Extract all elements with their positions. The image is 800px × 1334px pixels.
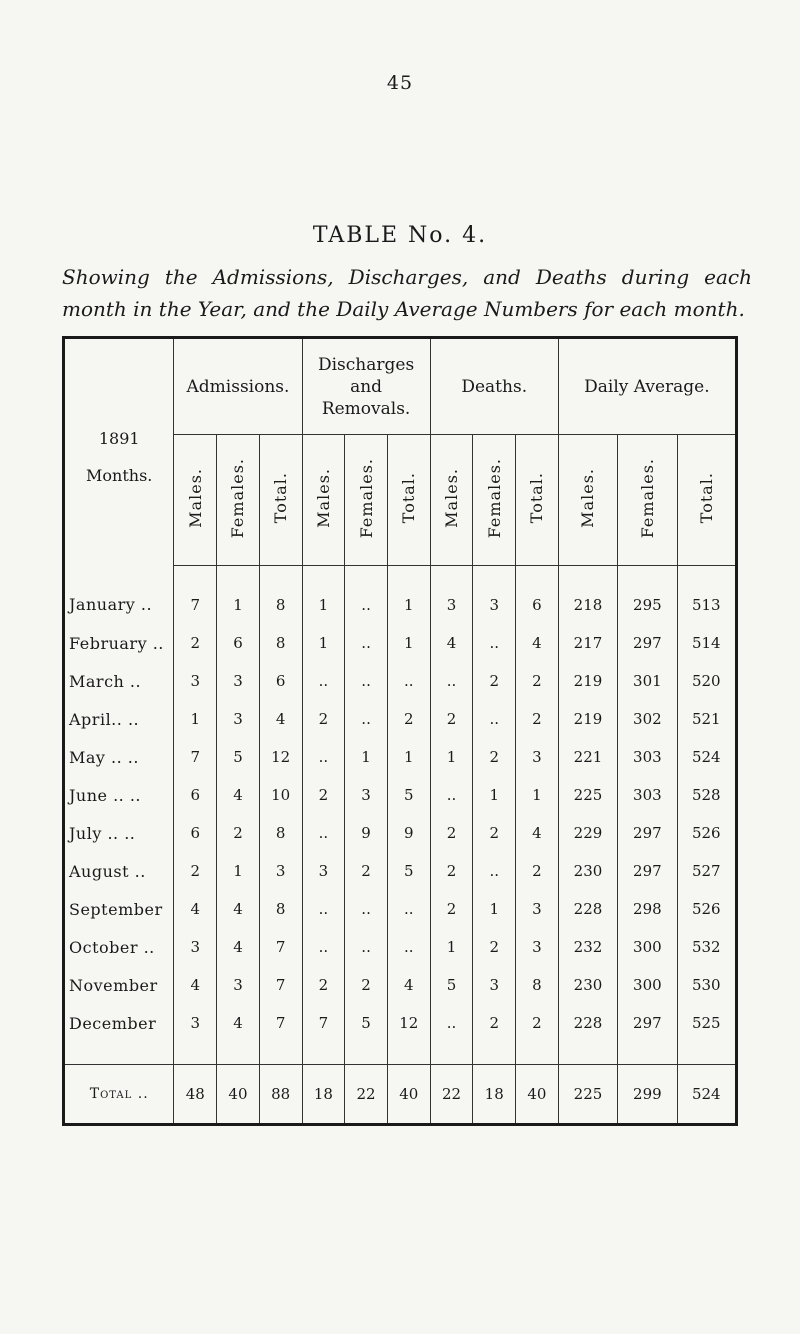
subheader-label: Females. [484, 457, 504, 539]
total-cell: 40 [217, 1065, 260, 1125]
table-cell: 2 [345, 852, 388, 890]
table-cell: 2 [473, 738, 516, 776]
table-cell: 2 [302, 966, 345, 1004]
table-cell: 217 [558, 624, 617, 662]
table-cell: 4 [217, 928, 260, 966]
subheader-label: Males. [313, 468, 333, 528]
total-label: Total .. [64, 1065, 174, 1125]
month-cell: March .. [64, 662, 174, 700]
table-cell: 230 [558, 852, 617, 890]
table-cell: 302 [618, 700, 677, 738]
table-cell: 9 [387, 814, 430, 852]
spacer-cell [64, 1042, 174, 1065]
spacer-cell [217, 1042, 260, 1065]
table-cell: .. [345, 928, 388, 966]
table-cell: 6 [174, 814, 217, 852]
table-cell: 295 [618, 566, 677, 625]
table-cell: 7 [302, 1004, 345, 1042]
month-cell: April.. .. [64, 700, 174, 738]
table-cell: 2 [516, 662, 559, 700]
table-cell: 3 [302, 852, 345, 890]
subheader-label: Total. [399, 472, 419, 524]
total-cell: 40 [387, 1065, 430, 1125]
table-row [64, 700, 737, 738]
table-cell: .. [302, 662, 345, 700]
spacer-cell [516, 1042, 559, 1065]
table-cell: 2 [430, 852, 473, 890]
table-title: TABLE No. 4. [312, 223, 488, 248]
admissions-females-header [217, 435, 260, 566]
table-cell: 2 [430, 814, 473, 852]
table-cell: 3 [174, 1004, 217, 1042]
table-cell: 2 [302, 776, 345, 814]
table-cell: 297 [618, 1004, 677, 1042]
table-cell: 4 [516, 814, 559, 852]
table-cell: .. [345, 890, 388, 928]
table-cell: 7 [174, 566, 217, 625]
table-cell: 4 [217, 776, 260, 814]
table-cell: .. [345, 700, 388, 738]
discharges-header-line1: Discharges [317, 354, 415, 375]
table-cell: 303 [618, 776, 677, 814]
table-row [64, 814, 737, 852]
discharges-header [302, 338, 430, 435]
year-label: 1891 [98, 429, 140, 448]
table-cell: .. [473, 852, 516, 890]
table-cell: 2 [345, 966, 388, 1004]
table-cell: .. [302, 928, 345, 966]
table-cell: 1 [387, 624, 430, 662]
subheader-label: Total. [271, 472, 291, 524]
table-cell: .. [430, 1004, 473, 1042]
total-cell: 48 [174, 1065, 217, 1125]
table-cell: .. [345, 662, 388, 700]
table-cell: 303 [618, 738, 677, 776]
table-cell: 8 [259, 814, 302, 852]
table-cell: 3 [217, 966, 260, 1004]
table-cell: 7 [259, 928, 302, 966]
table-cell: 5 [217, 738, 260, 776]
table-cell: 297 [618, 814, 677, 852]
month-cell: July .. .. [64, 814, 174, 852]
page-number: 45 [386, 72, 414, 94]
table-cell: 3 [430, 566, 473, 625]
month-cell: October .. [64, 928, 174, 966]
table-cell: 228 [558, 1004, 617, 1042]
spacer-cell [302, 1042, 345, 1065]
table-cell: 1 [473, 776, 516, 814]
table-row [64, 566, 737, 625]
table-row [64, 890, 737, 928]
table-subtitle: Showing the Admissions, Discharges, and Deaths during each month in the Year, and the Daily Average Numbers for each month. [62, 265, 752, 321]
spacer-cell [174, 1042, 217, 1065]
discharges-females-header [345, 435, 388, 566]
total-row [64, 1065, 737, 1125]
table-cell: .. [473, 624, 516, 662]
subheader-label: Females. [356, 457, 376, 539]
table-cell: 524 [677, 738, 736, 776]
table-cell: 5 [387, 852, 430, 890]
month-cell: May .. .. [64, 738, 174, 776]
table-cell: .. [430, 662, 473, 700]
table-cell: 527 [677, 852, 736, 890]
table-cell: 3 [217, 662, 260, 700]
table-cell: 4 [387, 966, 430, 1004]
spacer-cell [558, 1042, 617, 1065]
total-cell: 22 [430, 1065, 473, 1125]
table-cell: 228 [558, 890, 617, 928]
table-cell: 8 [516, 966, 559, 1004]
spacer-cell [473, 1042, 516, 1065]
table-cell: 528 [677, 776, 736, 814]
table-cell: 5 [345, 1004, 388, 1042]
table-cell: 2 [516, 852, 559, 890]
table-cell: 1 [174, 700, 217, 738]
table-cell: 2 [516, 700, 559, 738]
table-cell: .. [302, 814, 345, 852]
deaths-header: Deaths. [430, 338, 558, 435]
table-cell: 514 [677, 624, 736, 662]
table-cell: 9 [345, 814, 388, 852]
total-cell: 524 [677, 1065, 736, 1125]
table-cell: 525 [677, 1004, 736, 1042]
table-cell: 1 [387, 566, 430, 625]
average-total-header [677, 435, 736, 566]
table-cell: 3 [259, 852, 302, 890]
table-cell: 218 [558, 566, 617, 625]
table-cell: .. [387, 928, 430, 966]
table-cell: 4 [217, 890, 260, 928]
table-cell: 6 [259, 662, 302, 700]
table-cell: .. [345, 624, 388, 662]
spacer-row [64, 1042, 737, 1065]
table-cell: 2 [473, 662, 516, 700]
table-cell: 8 [259, 566, 302, 625]
table-cell: 3 [473, 566, 516, 625]
table-cell: 1 [516, 776, 559, 814]
table-cell: 3 [174, 662, 217, 700]
table-cell: 526 [677, 890, 736, 928]
table-cell: 6 [174, 776, 217, 814]
discharges-total-header [387, 435, 430, 566]
table-cell: 4 [430, 624, 473, 662]
table-cell: 300 [618, 966, 677, 1004]
table-cell: 1 [302, 624, 345, 662]
subheader-label: Females. [637, 457, 657, 539]
table-cell: 3 [217, 700, 260, 738]
month-column-header [64, 338, 174, 566]
table-cell: 2 [174, 852, 217, 890]
table-row [64, 1004, 737, 1042]
month-cell: December [64, 1004, 174, 1042]
table-cell: .. [387, 662, 430, 700]
table-cell: 3 [473, 966, 516, 1004]
spacer-cell [387, 1042, 430, 1065]
discharges-header-line2: and [350, 376, 383, 397]
table-cell: 520 [677, 662, 736, 700]
table-cell: 1 [430, 928, 473, 966]
admissions-males-header [174, 435, 217, 566]
table-cell: 10 [259, 776, 302, 814]
table-row [64, 776, 737, 814]
table-row [64, 928, 737, 966]
spacer-cell [259, 1042, 302, 1065]
total-cell: 22 [345, 1065, 388, 1125]
table-cell: 8 [259, 624, 302, 662]
table-cell: .. [302, 890, 345, 928]
deaths-total-header [516, 435, 559, 566]
total-cell: 225 [558, 1065, 617, 1125]
total-cell: 299 [618, 1065, 677, 1125]
table-cell: 1 [473, 890, 516, 928]
total-cell: 18 [302, 1065, 345, 1125]
table-cell: 6 [217, 624, 260, 662]
table-cell: 6 [516, 566, 559, 625]
table-cell: 1 [430, 738, 473, 776]
spacer-cell [677, 1042, 736, 1065]
table-cell: 229 [558, 814, 617, 852]
table-cell: .. [387, 890, 430, 928]
discharges-header-line3: Removals. [321, 398, 411, 419]
table-cell: 2 [174, 624, 217, 662]
table-cell: 3 [174, 928, 217, 966]
table-cell: .. [473, 700, 516, 738]
month-cell: September [64, 890, 174, 928]
table-cell: .. [430, 776, 473, 814]
spacer-cell [345, 1042, 388, 1065]
spacer-cell [618, 1042, 677, 1065]
table-row [64, 966, 737, 1004]
table-cell: 7 [259, 1004, 302, 1042]
table-cell: 4 [217, 1004, 260, 1042]
average-males-header [558, 435, 617, 566]
table-cell: 301 [618, 662, 677, 700]
daily-average-header: Daily Average. [558, 338, 736, 435]
table-cell: 3 [516, 890, 559, 928]
table-cell: 5 [430, 966, 473, 1004]
table-body [64, 566, 737, 1125]
table-cell: 5 [387, 776, 430, 814]
total-cell: 88 [259, 1065, 302, 1125]
table-cell: 2 [473, 928, 516, 966]
table-cell: 4 [259, 700, 302, 738]
table-cell: 2 [430, 700, 473, 738]
table-cell: 1 [217, 852, 260, 890]
table-cell: 2 [473, 1004, 516, 1042]
subheader-label: Total. [527, 472, 547, 524]
table-cell: 4 [516, 624, 559, 662]
table-row [64, 738, 737, 776]
asylum-statistics-table [62, 336, 738, 1126]
table-cell: 513 [677, 566, 736, 625]
table-cell: 297 [618, 852, 677, 890]
table-cell: 532 [677, 928, 736, 966]
table-cell: 2 [430, 890, 473, 928]
table-cell: 297 [618, 624, 677, 662]
table-cell: 530 [677, 966, 736, 1004]
table-cell: 1 [345, 738, 388, 776]
table-cell: 300 [618, 928, 677, 966]
table-cell: 4 [174, 890, 217, 928]
months-label: Months. [86, 466, 153, 485]
spacer-cell [430, 1042, 473, 1065]
discharges-males-header [302, 435, 345, 566]
table-row [64, 852, 737, 890]
table-cell: 12 [259, 738, 302, 776]
subheader-label: Males. [578, 468, 598, 528]
table-cell: 12 [387, 1004, 430, 1042]
table-cell: 2 [217, 814, 260, 852]
deaths-females-header [473, 435, 516, 566]
table-cell: 3 [345, 776, 388, 814]
table-cell: 4 [174, 966, 217, 1004]
table-cell: .. [345, 566, 388, 625]
month-cell: November [64, 966, 174, 1004]
table-cell: 7 [174, 738, 217, 776]
table-cell: 225 [558, 776, 617, 814]
subheader-label: Total. [696, 472, 716, 524]
table-cell: 230 [558, 966, 617, 1004]
table-cell: 1 [387, 738, 430, 776]
subheader-label: Males. [442, 468, 461, 528]
table-cell: 221 [558, 738, 617, 776]
table-cell: 526 [677, 814, 736, 852]
month-cell: January .. [64, 566, 174, 625]
table-cell: 219 [558, 700, 617, 738]
table-cell: .. [302, 738, 345, 776]
table-cell: 2 [516, 1004, 559, 1042]
admissions-total-header [259, 435, 302, 566]
deaths-males-header [430, 435, 473, 566]
table-row [64, 624, 737, 662]
table-cell: 298 [618, 890, 677, 928]
table-cell: 2 [387, 700, 430, 738]
subheader-label: Males. [185, 468, 205, 528]
total-cell: 18 [473, 1065, 516, 1125]
table-cell: 2 [473, 814, 516, 852]
month-cell: August .. [64, 852, 174, 890]
table-cell: 2 [302, 700, 345, 738]
average-females-header [618, 435, 677, 566]
table-cell: 3 [516, 738, 559, 776]
table-cell: 521 [677, 700, 736, 738]
admissions-header: Admissions. [174, 338, 302, 435]
table-cell: 1 [217, 566, 260, 625]
table-cell: 1 [302, 566, 345, 625]
month-cell: June .. .. [64, 776, 174, 814]
table-cell: 232 [558, 928, 617, 966]
subheader-label: Females. [228, 457, 248, 539]
table-cell: 3 [516, 928, 559, 966]
total-cell: 40 [516, 1065, 559, 1125]
month-cell: February .. [64, 624, 174, 662]
table-row [64, 662, 737, 700]
table-cell: 219 [558, 662, 617, 700]
table-cell: 7 [259, 966, 302, 1004]
table-cell: 8 [259, 890, 302, 928]
